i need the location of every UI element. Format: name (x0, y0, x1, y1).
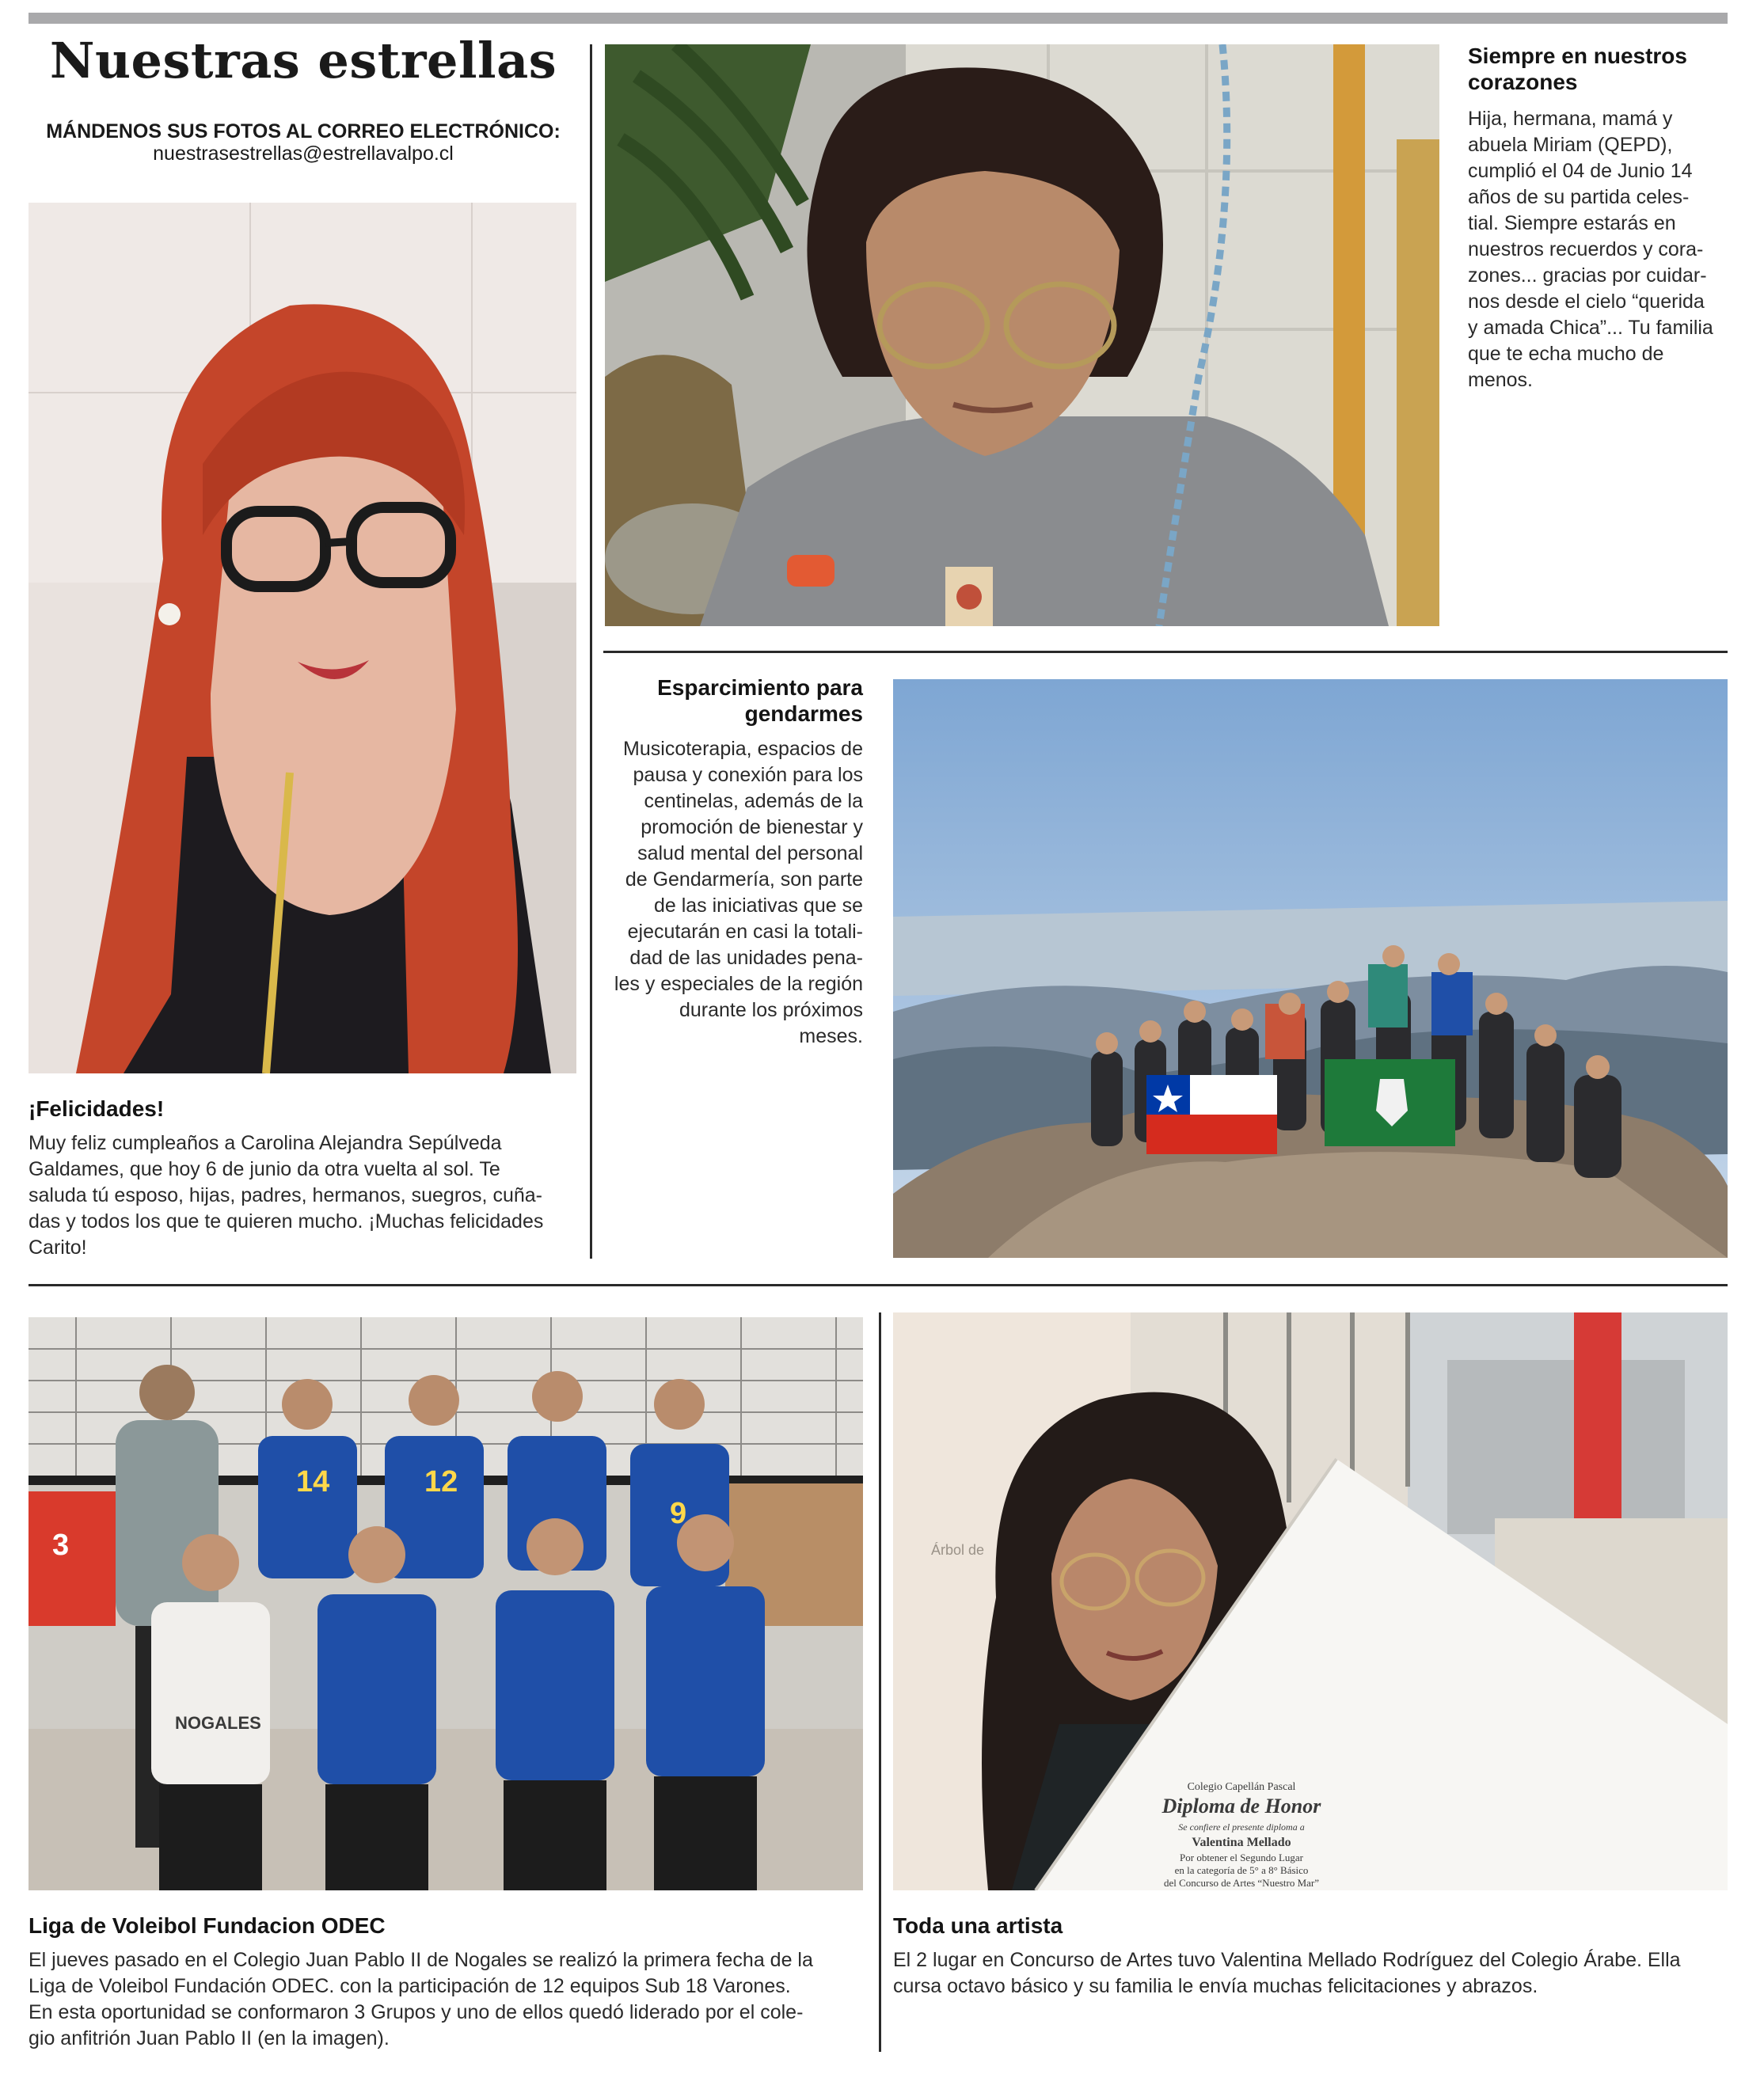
diploma-line: del Concurso de Artes “Nuestro Mar” (1163, 1877, 1320, 1889)
section-title: Nuestras estrellas (49, 32, 557, 89)
gendarmes-body (586, 736, 863, 1050)
felicidades-headline: ¡Felicidades! (29, 1096, 165, 1121)
top-bar (29, 13, 1728, 24)
artista-body (893, 1947, 1740, 2000)
column-divider-bottom (879, 1312, 881, 2052)
text-line: pausa y conexión para los (633, 764, 863, 786)
photo-miriam (605, 44, 1439, 626)
text-line: El 2 lugar en Concurso de Artes tuvo Valentina Mellado Rodríguez del Colegio Árabe. Ella (893, 1949, 1681, 1971)
text-line: Carito! (29, 1236, 87, 1259)
jersey-number: 12 (424, 1465, 458, 1499)
text-line: zones... gracias por cuidar- (1468, 264, 1707, 287)
text-line: promoción de bienestar y (641, 816, 863, 838)
text-line: Muy feliz cumpleaños a Carolina Alejandra Sepúlveda (29, 1132, 502, 1154)
text-line: durante los próximos (679, 999, 863, 1021)
photo-voleibol (29, 1317, 863, 1890)
photo-carolina (29, 203, 576, 1073)
text-line: dad de las unidades pena- (629, 947, 863, 969)
text-line: y amada Chica”... Tu familia (1468, 317, 1713, 339)
text-line: Liga de Voleibol Fundación ODEC. con la participación de 12 equipos Sub 18 Varones. (29, 1975, 791, 1997)
divider-middle (29, 1284, 1728, 1286)
text-line: menos. (1468, 369, 1533, 391)
text-line: de Gendarmería, son parte (625, 868, 863, 891)
email-label: MÁNDENOS SUS FOTOS AL CORREO ELECTRÓNICO: (46, 120, 561, 142)
text-line: Hija, hermana, mamá y (1468, 108, 1673, 130)
headline-line: Esparcimiento para (657, 675, 863, 700)
text-line: de las iniciativas que se (653, 895, 863, 917)
diploma-title: Diploma de Honor (1161, 1795, 1321, 1818)
headline-line: gendarmes (744, 701, 863, 726)
text-line: saluda tú esposo, hijas, padres, hermanos, suegros, cuña- (29, 1184, 542, 1206)
diploma-school: Colegio Capellán Pascal (1187, 1781, 1296, 1793)
text-line: nos desde el cielo “querida (1468, 291, 1705, 313)
headline-line: corazones (1468, 70, 1578, 94)
diploma-name: Valentina Mellado (1192, 1836, 1291, 1849)
text-line: gio anfitrión Juan Pablo II (en la imagen). (29, 2027, 390, 2049)
photo-artista (893, 1312, 1728, 1890)
diploma-subtitle: Se confiere el presente diploma a (1178, 1821, 1305, 1833)
headline-line: Siempre en nuestros (1468, 44, 1687, 68)
text-line: El jueves pasado en el Colegio Juan Pablo II de Nogales se realizó la primera fecha de la (29, 1949, 813, 1971)
text-line: das y todos los que te quieren mucho. ¡Muchas felicidades (29, 1210, 544, 1233)
text-line: salud mental del personal (637, 842, 863, 864)
voleibol-body (29, 1947, 876, 2052)
text-line: les y especiales de la región (614, 973, 863, 995)
photo-gendarmes (893, 679, 1728, 1258)
board-text: Árbol de (931, 1542, 985, 1558)
text-line: Musicoterapia, espacios de (623, 738, 863, 760)
text-line: ejecutarán en casi la totali- (627, 921, 863, 943)
text-line: nuestros recuerdos y cora- (1468, 238, 1704, 260)
text-line: meses. (799, 1025, 863, 1047)
text-line: Galdames, que hoy 6 de junio da otra vuelta al sol. Te (29, 1158, 500, 1180)
column-divider-top (590, 44, 592, 1259)
jersey-number: 9 (670, 1497, 687, 1530)
shirt-print: NOGALES (175, 1713, 261, 1733)
email-address[interactable]: nuestrasestrellas@estrellavalpo.cl (153, 142, 454, 165)
text-line: que te echa mucho de (1468, 343, 1664, 365)
corazones-headline (1468, 43, 1687, 95)
divider-upper-right (603, 651, 1728, 653)
jersey-number: 3 (52, 1529, 70, 1562)
text-line: tial. Siempre estarás en (1468, 212, 1676, 234)
jersey-number: 14 (296, 1465, 330, 1499)
felicidades-body (29, 1130, 583, 1261)
gendarmes-headline (586, 674, 863, 727)
diploma-line: en la categoría de 5° a 8° Básico (1174, 1864, 1309, 1876)
text-line: años de su partida celes- (1468, 186, 1690, 208)
text-line: centinelas, además de la (644, 790, 863, 812)
corazones-body (1468, 106, 1737, 393)
text-line: abuela Miriam (QEPD), (1468, 134, 1673, 156)
diploma-line: Por obtener el Segundo Lugar (1180, 1852, 1303, 1863)
text-line: cursa octavo básico y su familia le envía muchas felicitaciones y abrazos. (893, 1975, 1538, 1997)
voleibol-headline: Liga de Voleibol Fundacion ODEC (29, 1913, 386, 1938)
text-line: En esta oportunidad se conformaron 3 Grupos y uno de ellos quedó liderado por el cole- (29, 2001, 804, 2023)
text-line: cumplió el 04 de Junio 14 (1468, 160, 1693, 182)
artista-headline: Toda una artista (893, 1913, 1063, 1938)
